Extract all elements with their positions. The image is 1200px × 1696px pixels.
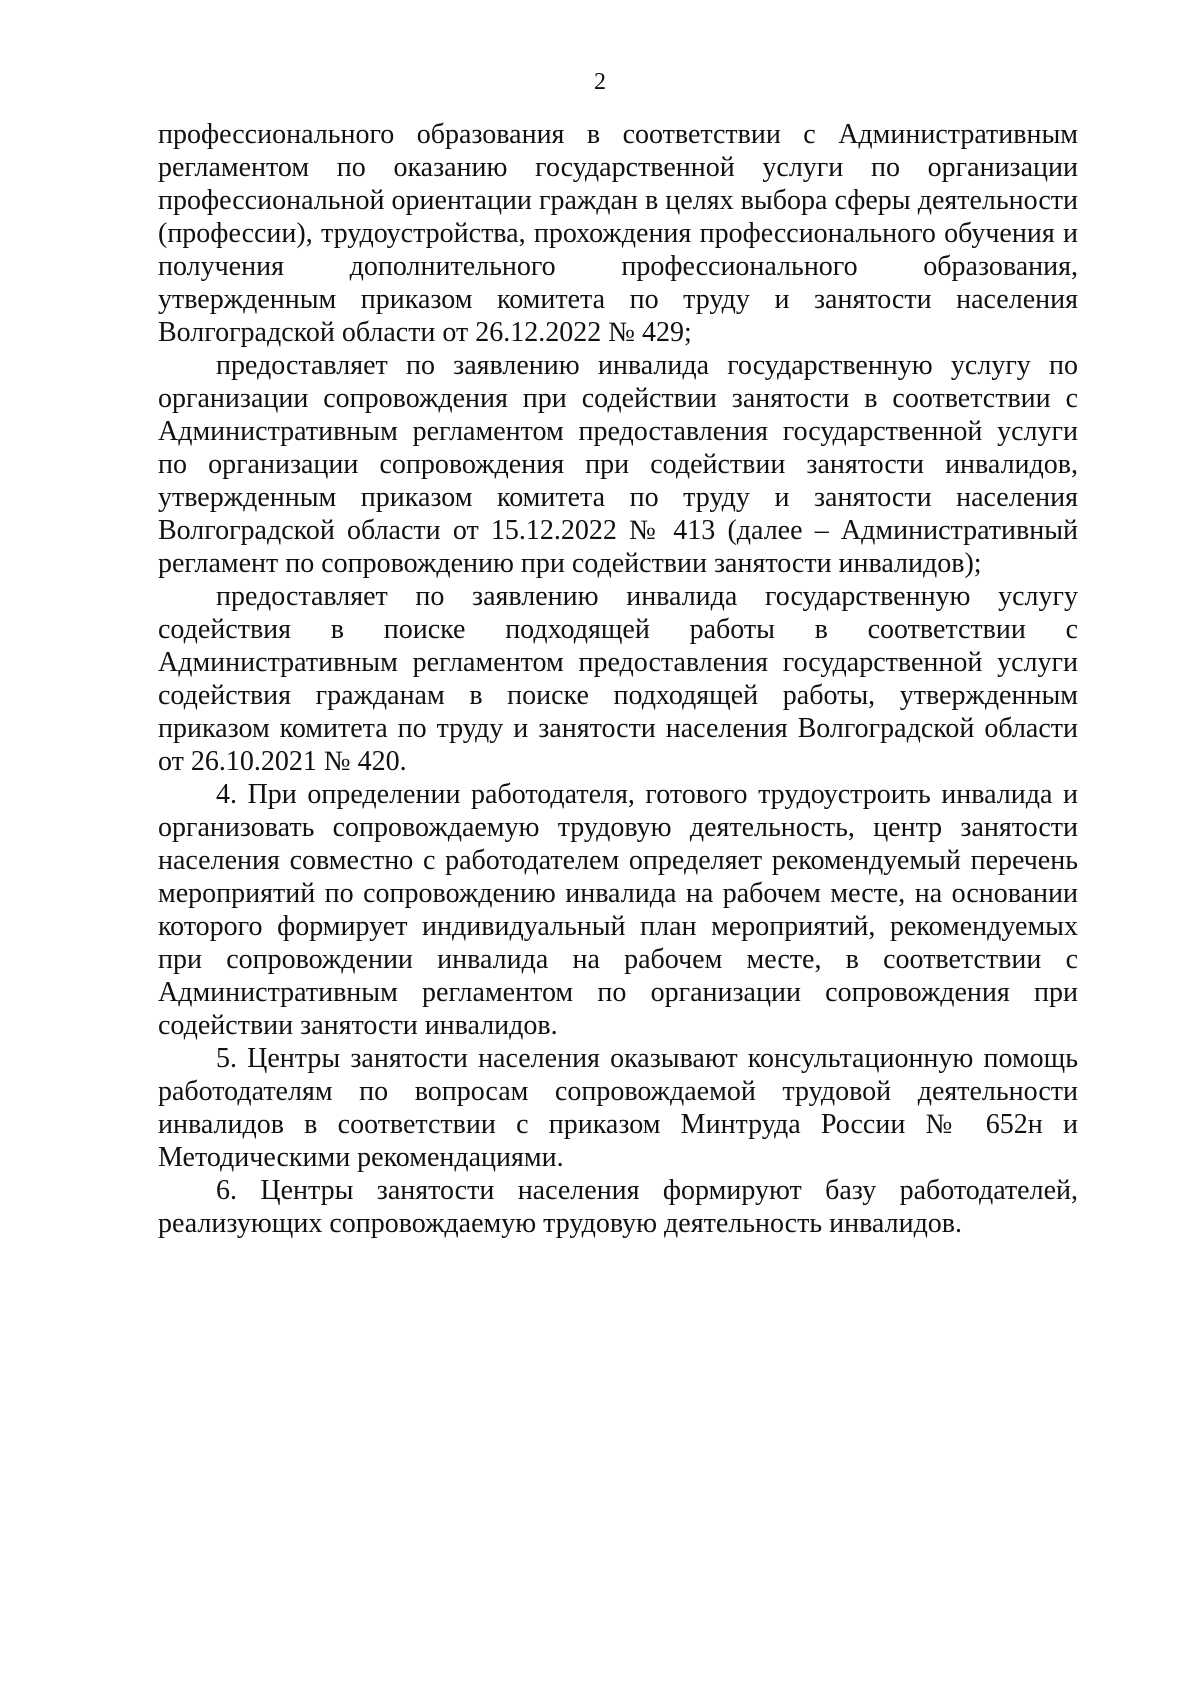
- paragraph-continuation: профессионального образования в соответствии с Административным регламентом по оказанию государственной услуги по организации профессиональной ориентации граждан в целях выбора сферы деятельности (профессии), трудоустройства, прохождения профессионального обучения и получения дополнительного профессионального образования, утвержденным приказом комитета по труду и занятости населения Волгоградской области от 26.12.2022 № 429;: [158, 119, 1078, 348]
- page-number: 2: [594, 69, 606, 95]
- paragraph-job-search-service: предоставляет по заявлению инвалида государственную услугу содействия в поиске подходящей работы в соответствии с Административным регламентом предоставления государственной услуги содействия гражданам в поиске подходящей работы, утвержденным приказом комитета по труду и занятости населения Волгоградской области от 26.10.2021 № 420.: [158, 581, 1078, 777]
- document-body: [158, 118, 1078, 1240]
- paragraph-item-6: 6. Центры занятости населения формируют базу работодателей, реализующих сопровождаемую трудовую деятельность инвалидов.: [158, 1175, 1078, 1239]
- paragraph-item-5: 5. Центры занятости населения оказывают консультационную помощь работодателям по вопросам сопровождаемой трудовой деятельности инвалидов в соответствии с приказом Минтруда России № 652н и Методическими рекомендациями.: [158, 1043, 1078, 1173]
- paragraph-escort-service: предоставляет по заявлению инвалида государственную услугу по организации сопровождения при содействии занятости в соответствии с Административным регламентом предоставления государственной услуги по организации сопровождения при содействии занятости инвалидов, утвержденным приказом комитета по труду и занятости населения Волгоградской области от 15.12.2022 № 413 (далее – Административный регламент по сопровождению при содействии занятости инвалидов);: [158, 350, 1078, 579]
- paragraph-item-4: 4. При определении работодателя, готового трудоустроить инвалида и организовать сопровождаемую трудовую деятельность, центр занятости населения совместно с работодателем определяет рекомендуемый перечень мероприятий по сопровождению инвалида на рабочем месте, на основании которого формирует индивидуальный план мероприятий, рекомендуемых при сопровождении инвалида на рабочем месте, в соответствии с Административным регламентом по организации сопровождения при содействии занятости инвалидов.: [158, 779, 1078, 1041]
